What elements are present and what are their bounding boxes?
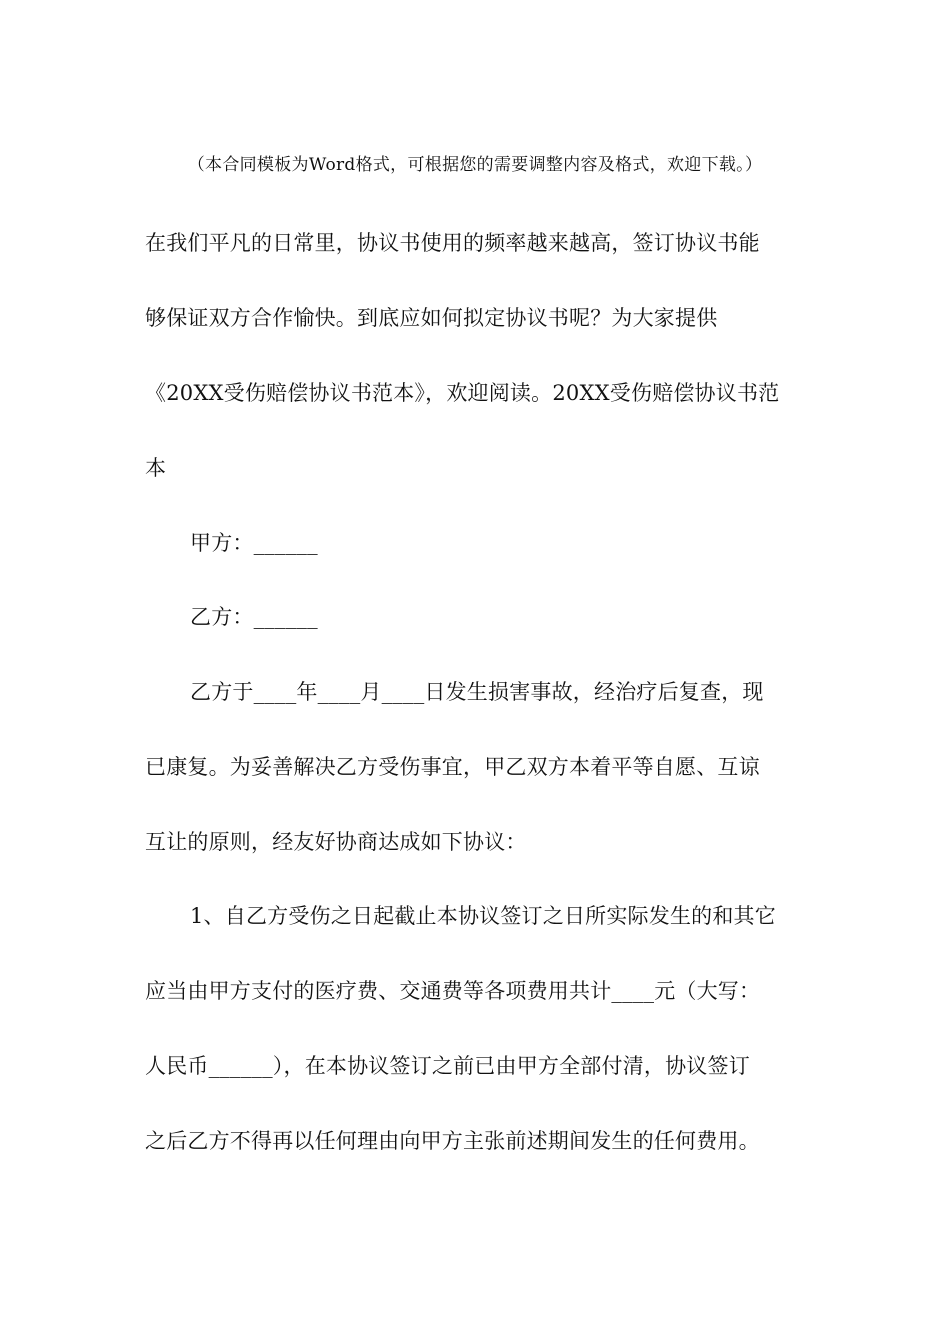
- paragraph-1-line-2: 已康复。为妥善解决乙方受伤事宜，甲乙双方本着平等自愿、互谅: [145, 755, 760, 779]
- party-a-line: 甲方：______: [190, 531, 318, 555]
- intro-line-1: 在我们平凡的日常里，协议书使用的频率越来越高，签订协议书能: [145, 231, 760, 255]
- paragraph-1-line-3: 互让的原则，经友好协商达成如下协议：: [145, 830, 527, 854]
- clause-1-line-2: 应当由甲方支付的医疗费、交通费等各项费用共计____元（大写：: [145, 979, 761, 1003]
- clause-1-line-4: 之后乙方不得再以任何理由向甲方主张前述期间发生的任何费用。: [145, 1129, 760, 1153]
- intro-line-2: 够保证双方合作愉快。到底应如何拟定协议书呢？为大家提供: [145, 306, 718, 330]
- paragraph-1-line-1: 乙方于____年____月____日发生损害事故，经治疗后复查，现: [190, 680, 764, 704]
- template-note: （本合同模板为Word格式，可根据您的需要调整内容及格式，欢迎下载。）: [187, 155, 763, 175]
- intro-line-4: 本: [145, 456, 167, 480]
- party-b-line: 乙方：______: [190, 605, 318, 629]
- clause-1-line-3: 人民币______），在本协议签订之前已由甲方全部付清，协议签订: [145, 1054, 750, 1078]
- intro-line-3: 《20XX受伤赔偿协议书范本》，欢迎阅读。20XX受伤赔偿协议书范: [145, 381, 780, 405]
- clause-1-line-1: 1、自乙方受伤之日起截止本协议签订之日所实际发生的和其它: [190, 904, 776, 928]
